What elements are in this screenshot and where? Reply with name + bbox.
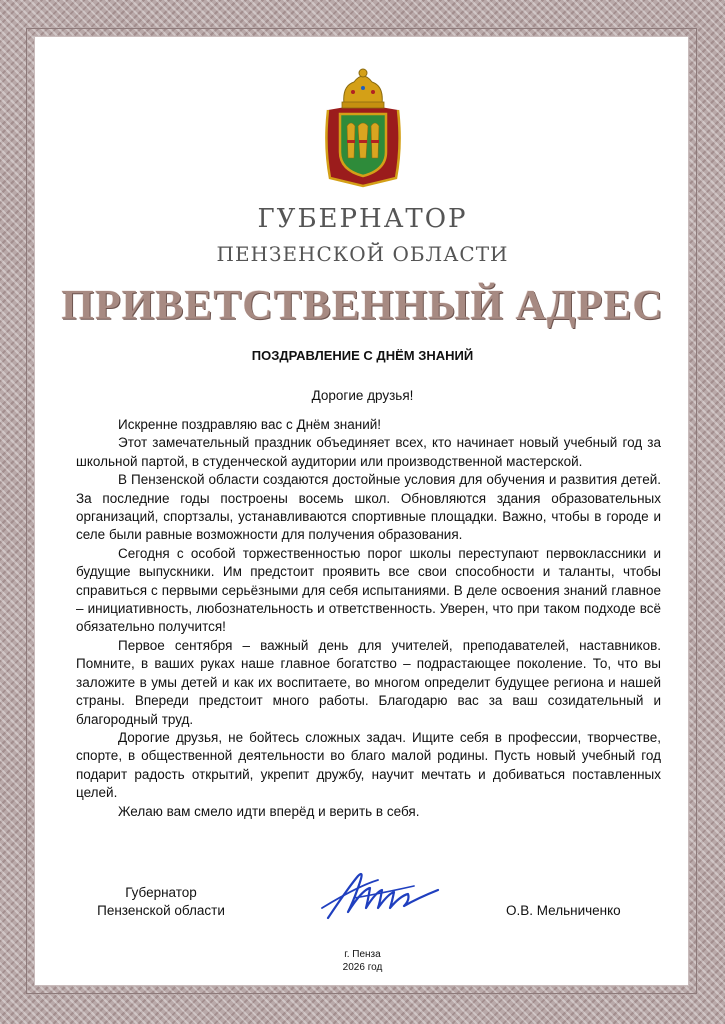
paragraph: Желаю вам смело идти вперёд и верить в себя. <box>118 803 420 819</box>
paragraph: В Пензенской области создаются достойные условия для обучения и развития детей. За последние годы построены восемь школ. Обновляются здания образовательных организаций, спортзалы, устанавливаются спортивные площадки. Важно, чтобы в городе и селе были равные возможности для получения образования. <box>76 472 661 543</box>
handwritten-signature-icon <box>318 868 450 928</box>
letter-greeting: Дорогие друзья! <box>311 388 414 403</box>
paragraph: Искренне поздравляю вас с Днём знаний! <box>118 417 382 432</box>
place-and-date <box>300 948 425 974</box>
paragraph: Этот замечательный праздник объединяет всех, кто начинает новый учебный год за школьной партой, в студенческой аудитории или производственной мастерской. <box>76 435 661 469</box>
document-title: ПРИВЕТСТВЕННЫЙ АДРЕС <box>61 283 664 329</box>
paragraph: Сегодня с особой торжественностью порог школы переступают первоклассники и будущие выпускники. Им предстоит проявить все свои способности и таланты, чтобы справиться с первыми серьёзными для себя испытаниями. В деле освоения знаний главное – инициативность, любознательность и ответственность. Уверен, что при таком подходе всё обязательно получится! <box>76 545 661 635</box>
city: г. Пенза <box>344 949 381 960</box>
signatory-position <box>86 884 236 920</box>
coat-of-arms-icon <box>320 66 406 190</box>
position-line: Губернатор <box>125 885 197 900</box>
position-line: Пензенской области <box>97 903 225 918</box>
signatory-name: О.В. Мельниченко <box>506 903 621 918</box>
year: 2026 год <box>342 962 383 973</box>
paragraph: Первое сентября – важный день для учителей, преподавателей, наставников. Помните, в ваших руках наше главное богатство – подрастающее поколение. То, что вы заложите в умы детей и как их воспитаете, во многом определит будущее региона и нашей страны. Впереди предстоит много работы. Благодарю вас за ваш созидательный и благородный труд. <box>76 637 661 727</box>
paragraph: Дорогие друзья, не бойтесь сложных задач. Ищите себя в профессии, творчестве, спорте, в общественной деятельности во благо малой родины. Пусть новый учебный год подарит радость открытий, укрепит дружбу, научит мечтать и добиваться поставленных целей. <box>76 729 661 801</box>
governor-title: ГУБЕРНАТОР <box>257 204 468 234</box>
letter-body <box>76 416 661 821</box>
letter-heading: ПОЗДРАВЛЕНИЕ С ДНЁМ ЗНАНИЙ <box>251 348 474 363</box>
region-title: ПЕНЗЕНСКОЙ ОБЛАСТИ <box>216 242 509 266</box>
